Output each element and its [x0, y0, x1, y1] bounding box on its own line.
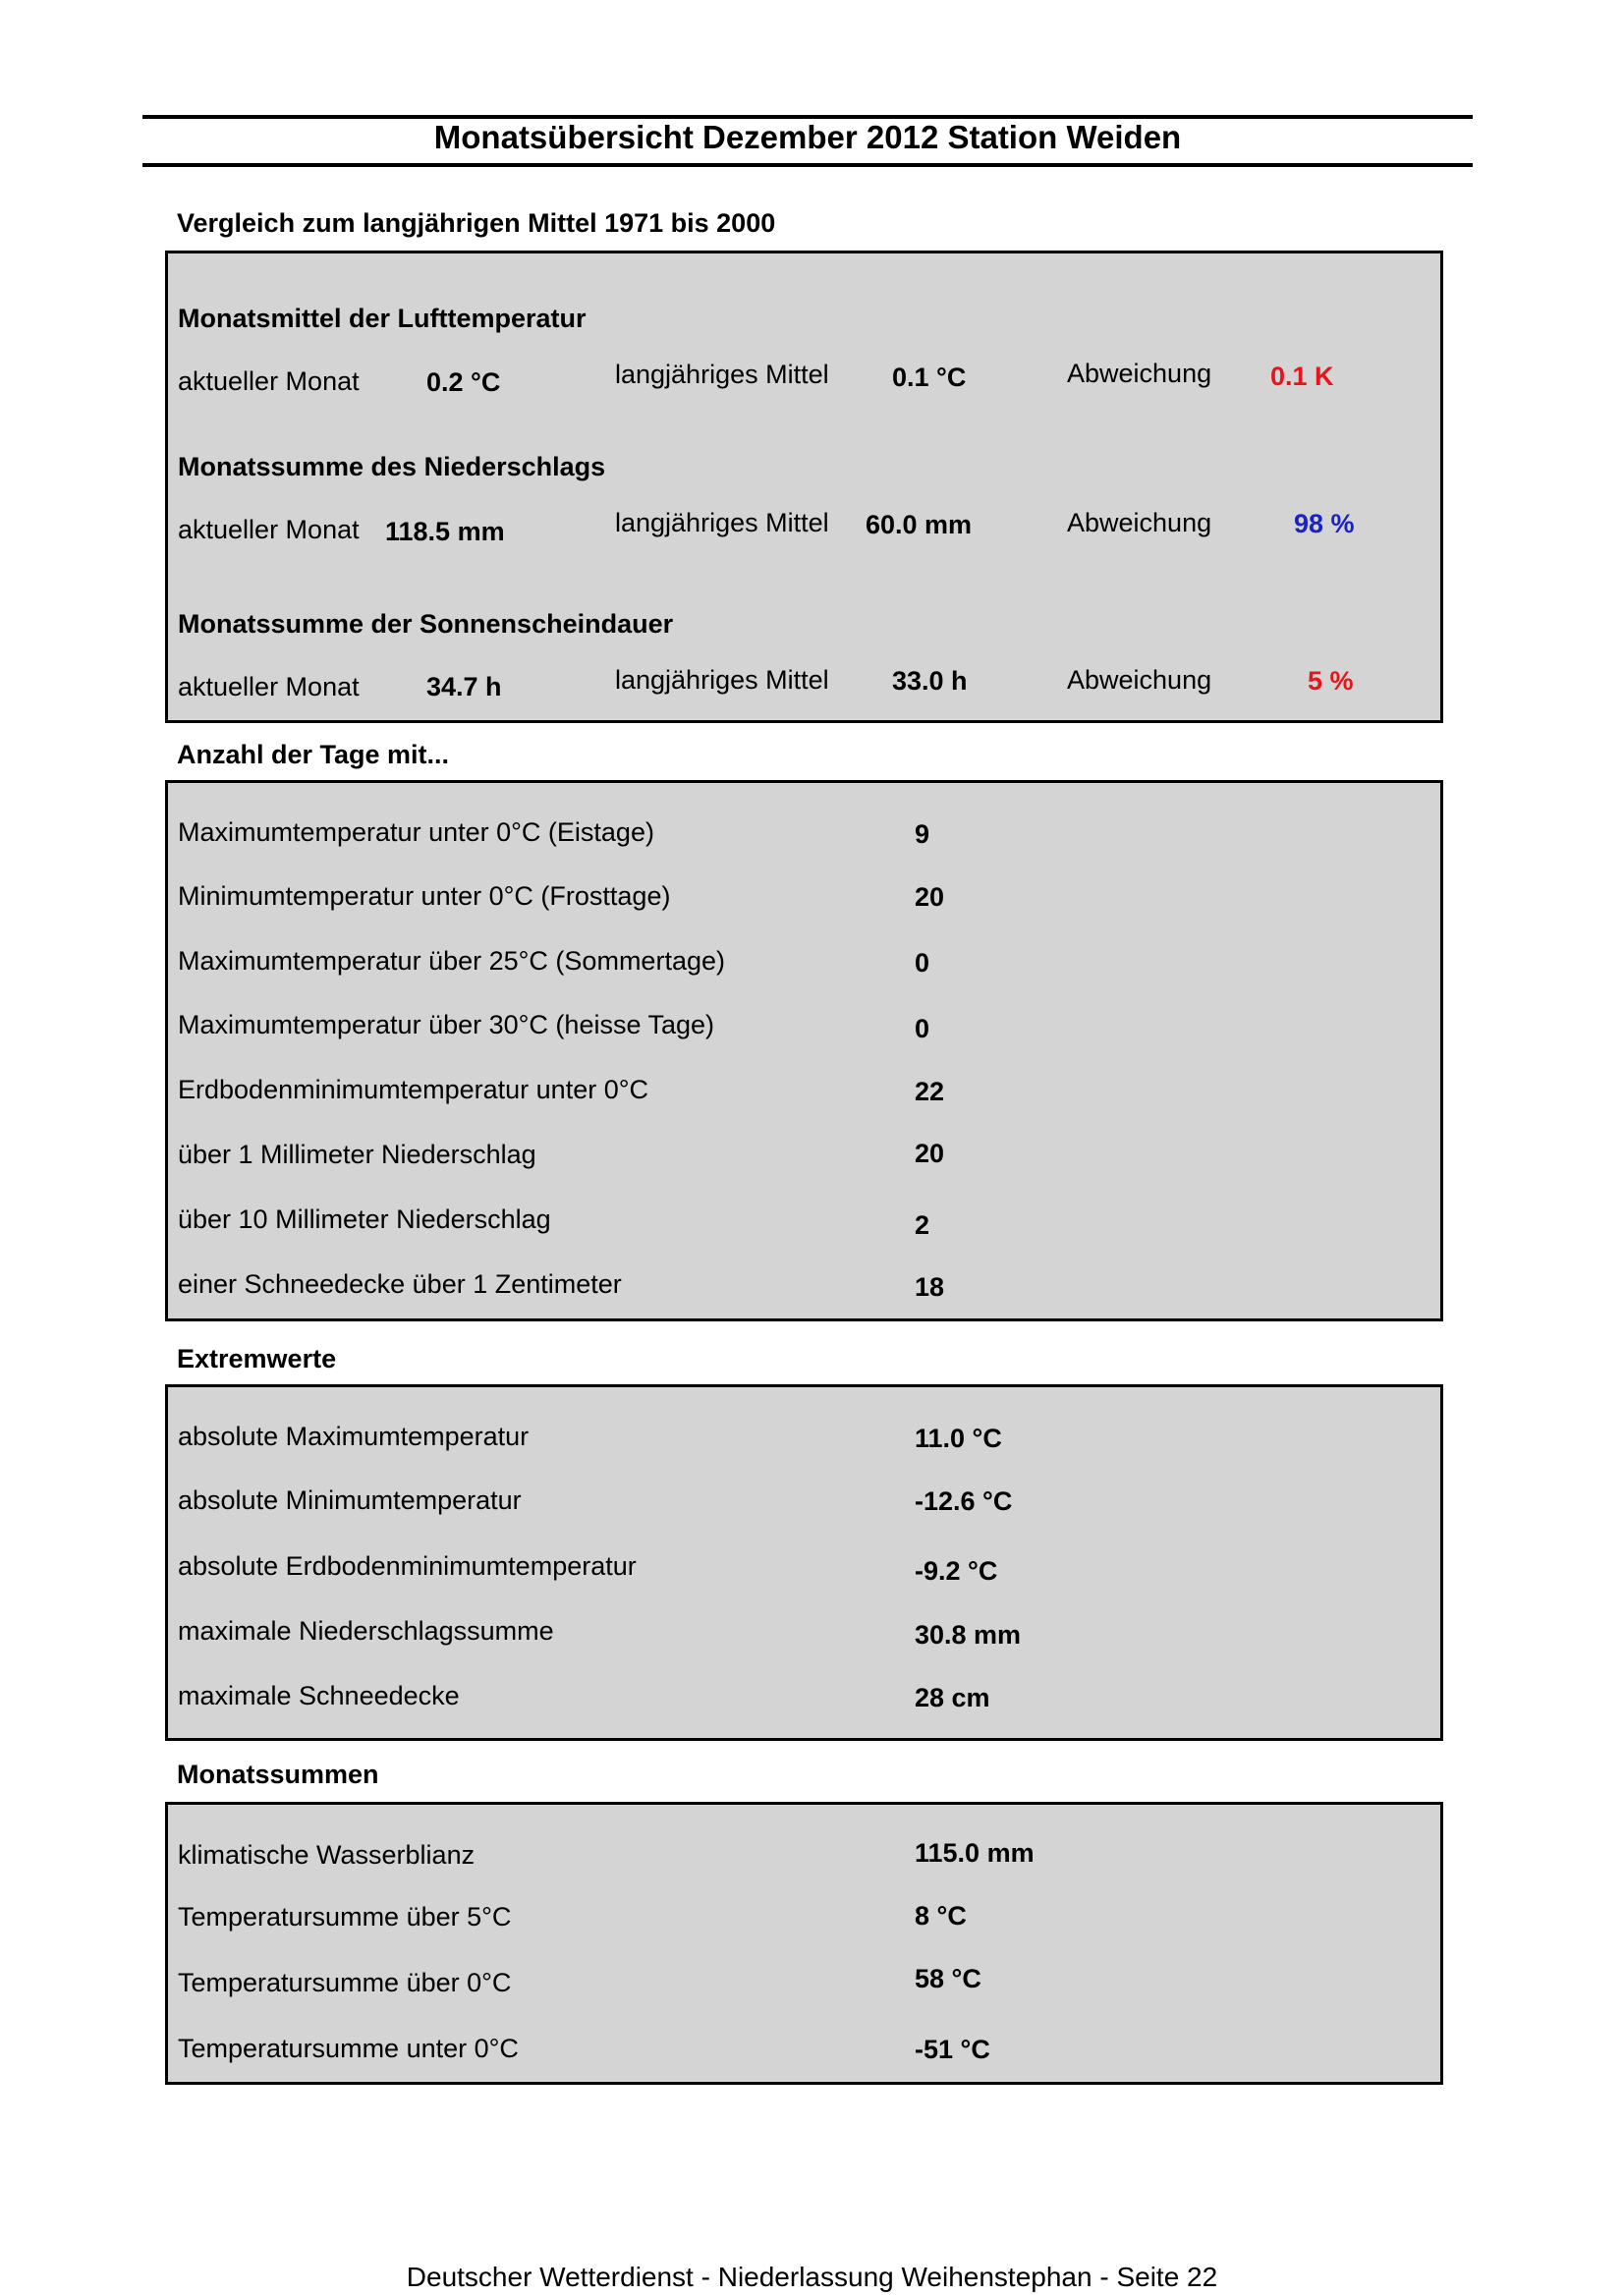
precipitation-current-value: 118.5 mm: [385, 517, 505, 546]
days-label-precip-10mm: über 10 Millimeter Niederschlag: [178, 1204, 551, 1234]
sunshine-block-heading: Monatssumme der Sonnenscheindauer: [178, 609, 674, 639]
extremes-heading: Extremwerte: [177, 1344, 337, 1373]
page-title: Monatsübersicht Dezember 2012 Station Weiden: [433, 119, 1182, 155]
days-label-ice-days: Maximumtemperatur unter 0°C (Eistage): [178, 817, 654, 847]
temperature-deviation-value: 0.1 K: [1270, 362, 1334, 391]
temperature-deviation-label: Abweichung: [1067, 359, 1212, 388]
sums-value-temp-below-0: -51 °C: [915, 2035, 990, 2064]
sums-label-temp-below-0: Temperatursumme unter 0°C: [178, 2034, 519, 2063]
sums-box: [165, 1802, 1443, 2085]
days-label-ground-frost: Erdbodenminimumtemperatur unter 0°C: [178, 1075, 649, 1104]
days-label-precip-1mm: über 1 Millimeter Niederschlag: [178, 1140, 536, 1169]
precipitation-deviation-label: Abweichung: [1067, 508, 1212, 537]
extremes-value-ground-min-temp: -9.2 °C: [915, 1556, 998, 1586]
temperature-block-heading: Monatsmittel der Lufttemperatur: [178, 304, 587, 333]
extremes-label-max-precip: maximale Niederschlagssumme: [178, 1616, 554, 1646]
page-footer: Deutscher Wetterdienst - Niederlassung Weihenstephan - Seite 22: [406, 2262, 1218, 2292]
temperature-current-label: aktueller Monat: [178, 366, 360, 396]
sunshine-current-value: 34.7 h: [426, 672, 502, 701]
days-label-hot-days: Maximumtemperatur über 30°C (heisse Tage): [178, 1010, 715, 1039]
precipitation-deviation-value: 98 %: [1294, 509, 1355, 538]
extremes-label-max-snow: maximale Schneedecke: [178, 1681, 460, 1710]
sums-value-temp-above-5: 8 °C: [915, 1901, 967, 1931]
sums-label-water-balance: klimatische Wasserblianz: [178, 1840, 476, 1870]
extremes-label-max-temp: absolute Maximumtemperatur: [178, 1422, 530, 1451]
sums-label-temp-above-0: Temperatursumme über 0°C: [178, 1968, 512, 1997]
days-value-summer-days: 0: [915, 948, 930, 978]
sums-value-water-balance: 115.0 mm: [915, 1838, 1035, 1868]
days-label-summer-days: Maximumtemperatur über 25°C (Sommertage): [178, 946, 725, 976]
days-value-precip-1mm: 20: [915, 1139, 945, 1168]
extremes-box: [165, 1384, 1443, 1741]
sums-value-temp-above-0: 58 °C: [915, 1964, 981, 1993]
days-label-snow-cover: einer Schneedecke über 1 Zentimeter: [178, 1269, 622, 1299]
days-value-ground-frost: 22: [915, 1077, 945, 1106]
sunshine-mean-label: langjähriges Mittel: [615, 665, 829, 695]
precipitation-mean-label: langjähriges Mittel: [615, 508, 829, 537]
extremes-value-max-snow: 28 cm: [915, 1683, 990, 1712]
days-value-hot-days: 0: [915, 1014, 930, 1043]
extremes-value-max-temp: 11.0 °C: [915, 1424, 1002, 1453]
temperature-mean-value: 0.1 °C: [892, 363, 967, 392]
comparison-heading: Vergleich zum langjährigen Mittel 1971 bis 2000: [177, 208, 776, 238]
precipitation-current-label: aktueller Monat: [178, 515, 360, 544]
temperature-current-value: 0.2 °C: [426, 367, 501, 397]
comparison-box: [165, 251, 1443, 723]
extremes-value-max-precip: 30.8 mm: [915, 1620, 1022, 1650]
sunshine-deviation-label: Abweichung: [1067, 665, 1212, 695]
days-label-frost-days: Minimumtemperatur unter 0°C (Frosttage): [178, 881, 671, 911]
sunshine-deviation-value: 5 %: [1308, 666, 1354, 696]
days-box: [165, 780, 1443, 1321]
temperature-mean-label: langjähriges Mittel: [615, 360, 829, 389]
days-value-ice-days: 9: [915, 819, 930, 849]
extremes-label-min-temp: absolute Minimumtemperatur: [178, 1485, 522, 1515]
days-value-precip-10mm: 2: [915, 1210, 930, 1240]
extremes-value-min-temp: -12.6 °C: [915, 1486, 1013, 1516]
sums-heading: Monatssummen: [177, 1760, 379, 1789]
sunshine-mean-value: 33.0 h: [892, 666, 968, 696]
title-bottom-rule: [142, 163, 1473, 167]
precipitation-mean-value: 60.0 mm: [866, 510, 973, 539]
sunshine-current-label: aktueller Monat: [178, 672, 360, 701]
precipitation-block-heading: Monatssumme des Niederschlags: [178, 452, 606, 481]
days-value-snow-cover: 18: [915, 1272, 945, 1302]
extremes-label-ground-min-temp: absolute Erdbodenminimumtemperatur: [178, 1551, 637, 1581]
sums-label-temp-above-5: Temperatursumme über 5°C: [178, 1902, 512, 1932]
days-heading: Anzahl der Tage mit...: [177, 740, 450, 769]
days-value-frost-days: 20: [915, 882, 945, 912]
